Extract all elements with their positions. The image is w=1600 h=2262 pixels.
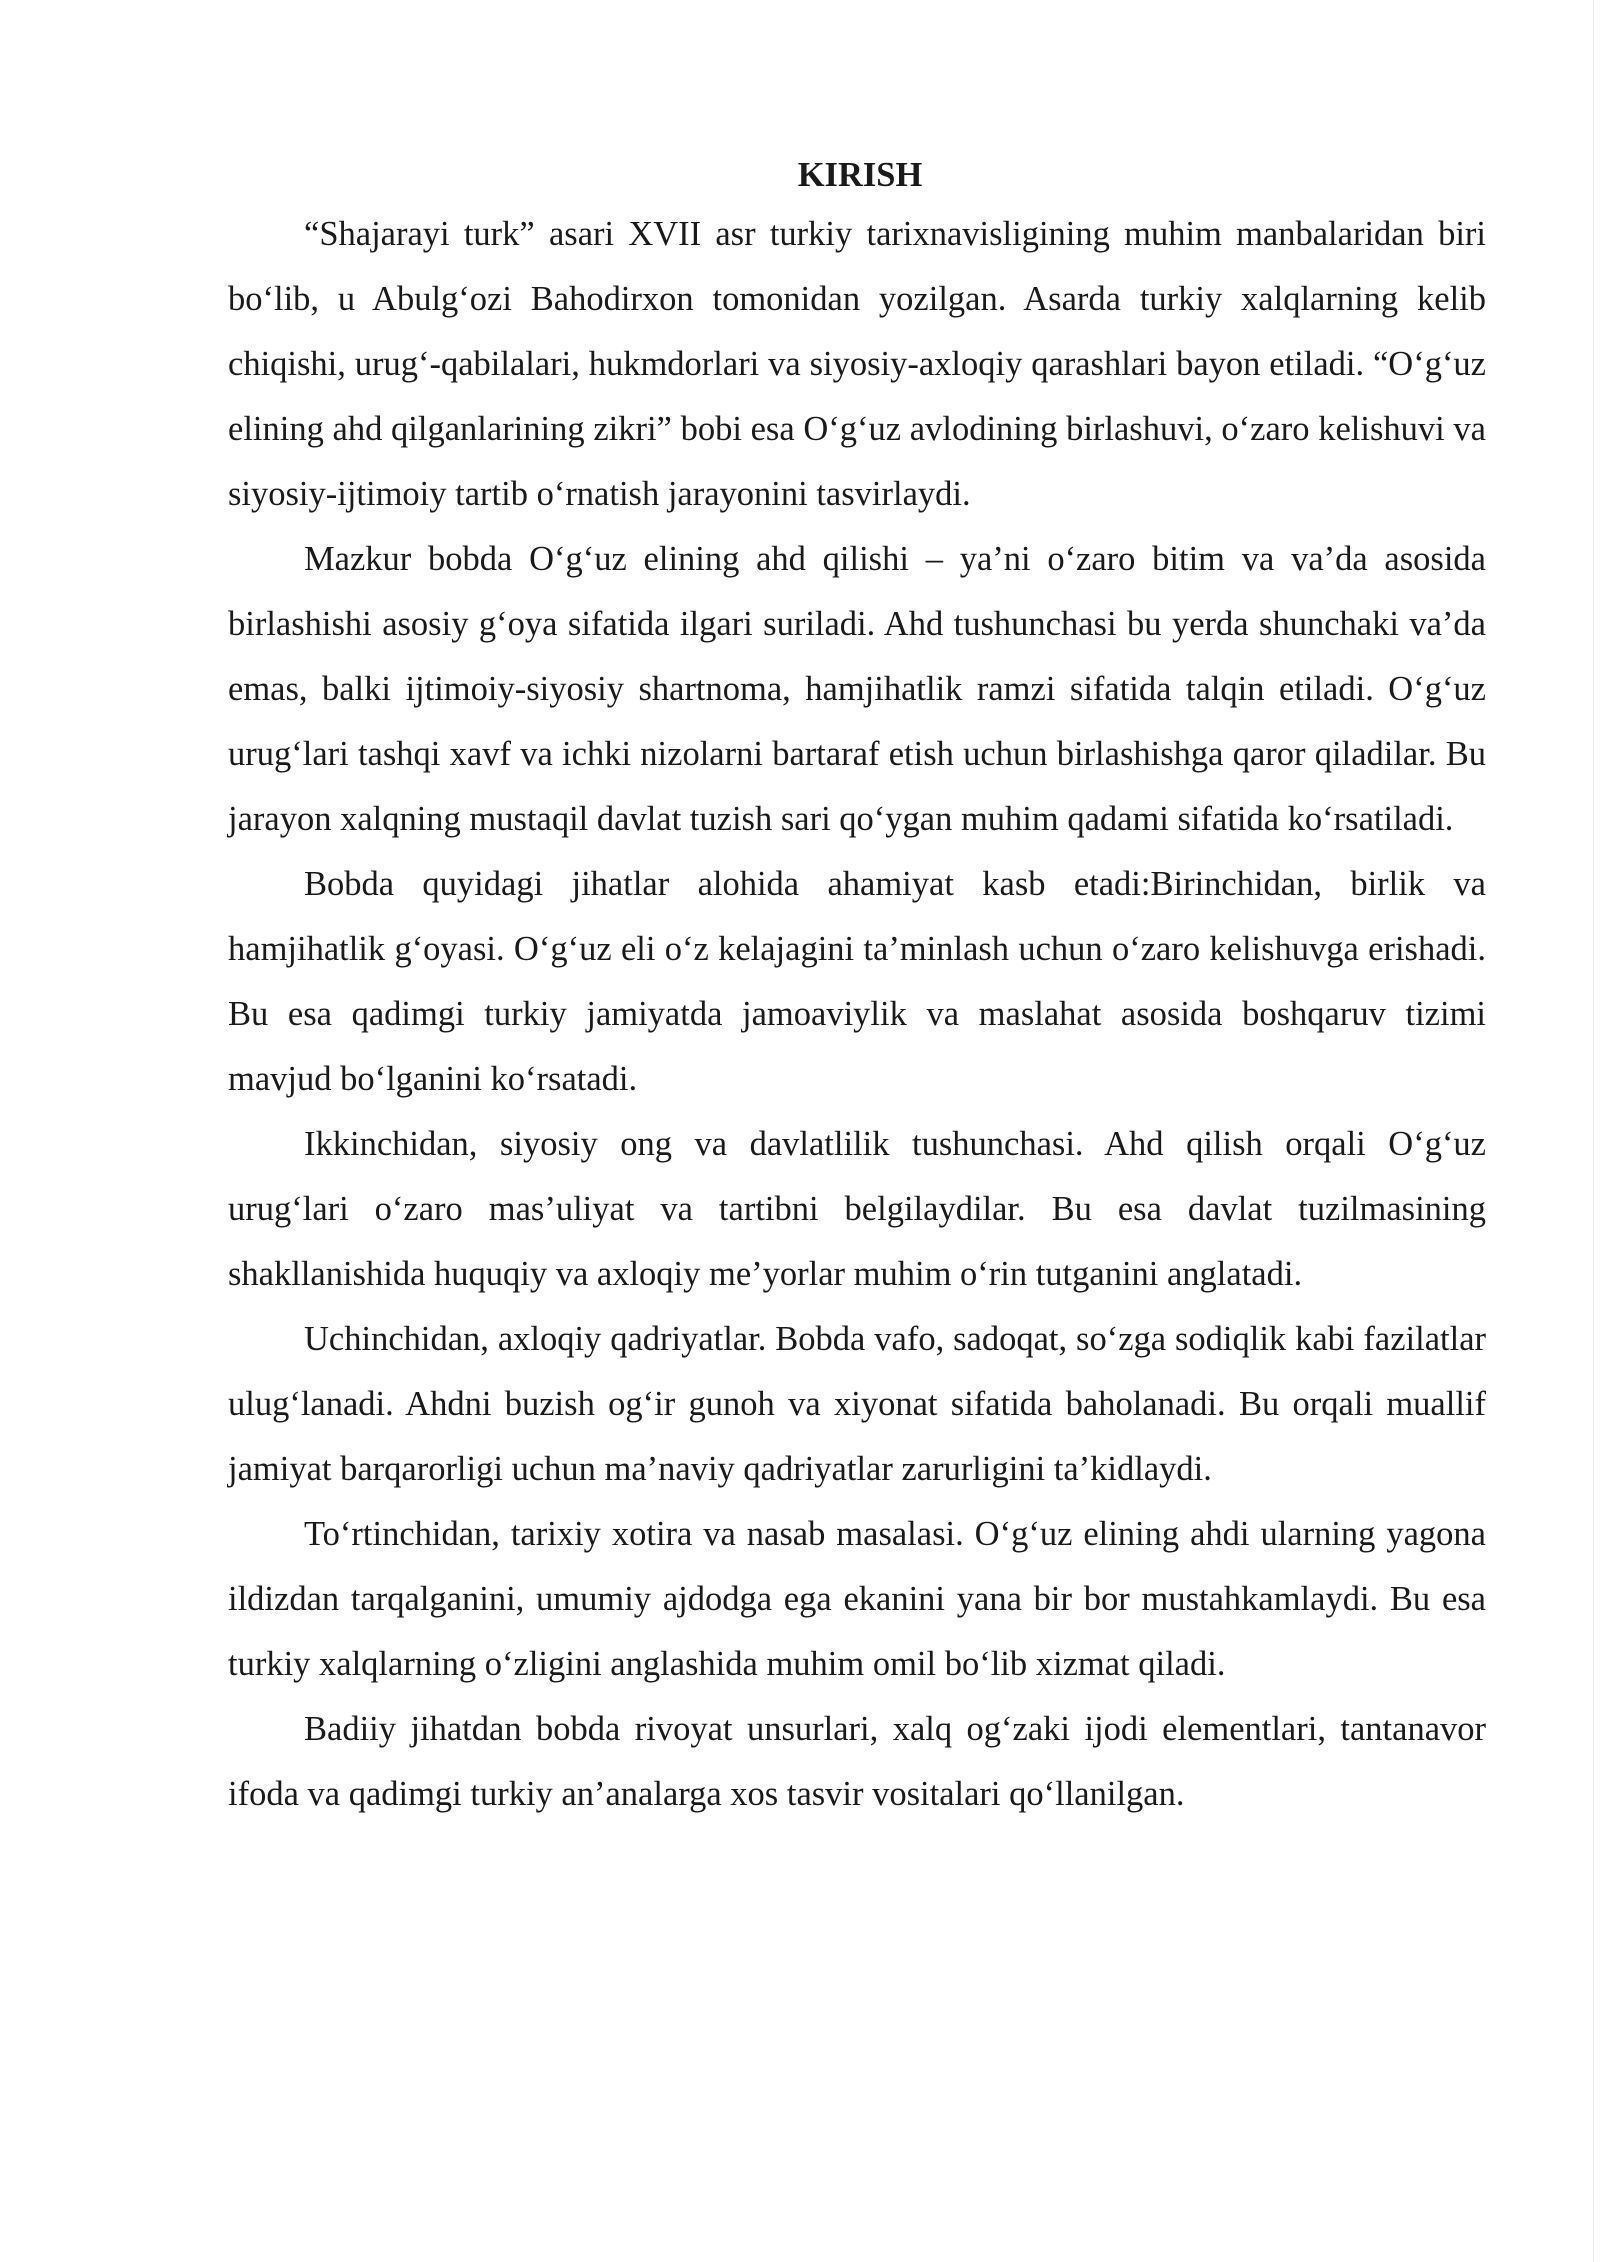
paragraph-intro: “Shajarayi turk” asari XVII asr turkiy tarixnavisligining muhim manbalaridan biri bo‘lib, u Abulg‘ozi Bahodirxon tomonidan yozilgan. Asarda turkiy xalqlarning kelib chiqishi, urug‘-qabilalari, hukmdorlari va siyosiy-axloqiy qarashlari bayon etiladi. “O‘g‘uz elining ahd qilganlarining zikri” bobi esa O‘g‘uz avlodining birlashuvi, o‘zaro kelishuvi va siyosiy-ijtimoiy tartib o‘rnatish jarayonini tasvirlaydi. [228,215,1486,513]
document-body [228,148,1486,1827]
paragraph-third-aspect: Uchinchidan, axloqiy qadriyatlar. Bobda vafo, sadoqat, so‘zga sodiqlik kabi fazilatlar ulug‘lanadi. Ahdni buzish og‘ir gunoh va xiyonat sifatida baholanadi. Bu orqali muallif jamiyat barqarorligi uchun ma’naviy qadriyatlar zarurligini ta’kidlaydi. [228,1320,1486,1488]
page-edge-line [1593,0,1594,2262]
paragraph-second-aspect: Ikkinchidan, siyosiy ong va davlatlilik tushunchasi. Ahd qilish orqali O‘g‘uz urug‘lari o‘zaro mas’uliyat va tartibni belgilaydilar. Bu esa davlat tuzilmasining shakllanishida huquqiy va axloqiy me’yorlar muhim o‘rin tutganini anglatadi. [228,1125,1486,1293]
paragraph-artistic: Badiiy jihatdan bobda rivoyat unsurlari, xalq og‘zaki ijodi elementlari, tantanavor ifoda va qadimgi turkiy an’analarga xos tasvir vositalari qo‘llanilgan. [228,1710,1486,1813]
paragraph-fourth-aspect: To‘rtinchidan, tarixiy xotira va nasab masalasi. O‘g‘uz elining ahdi ularning yagona ildizdan tarqalganini, umumiy ajdodga ega ekanini yana bir bor mustahkamlaydi. Bu esa turkiy xalqlarning o‘zligini anglashida muhim omil bo‘lib xizmat qiladi. [228,1515,1486,1683]
paragraph-first-aspect: Bobda quyidagi jihatlar alohida ahamiyat kasb etadi:Birinchidan, birlik va hamjihatlik g‘oyasi. O‘g‘uz eli o‘z kelajagini ta’minlash uchun o‘zaro kelishuvga erishadi. Bu esa qadimgi turkiy jamiyatda jamoaviylik va maslahat asosida boshqaruv tizimi mavjud bo‘lganini ko‘rsatadi. [228,865,1486,1098]
page-title: KIRISH [797,156,923,194]
paragraph-ahd: Mazkur bobda O‘g‘uz elining ahd qilishi – ya’ni o‘zaro bitim va va’da asosida birlashishi asosiy g‘oya sifatida ilgari suriladi. Ahd tushunchasi bu yerda shunchaki va’da emas, balki ijtimoiy-siyosiy shartnoma, hamjihatlik ramzi sifatida talqin etiladi. O‘g‘uz urug‘lari tashqi xavf va ichki nizolarni bartaraf etish uchun birlashishga qaror qiladilar. Bu jarayon xalqning mustaqil davlat tuzish sari qo‘ygan muhim qadami sifatida ko‘rsatiladi. [228,540,1486,838]
